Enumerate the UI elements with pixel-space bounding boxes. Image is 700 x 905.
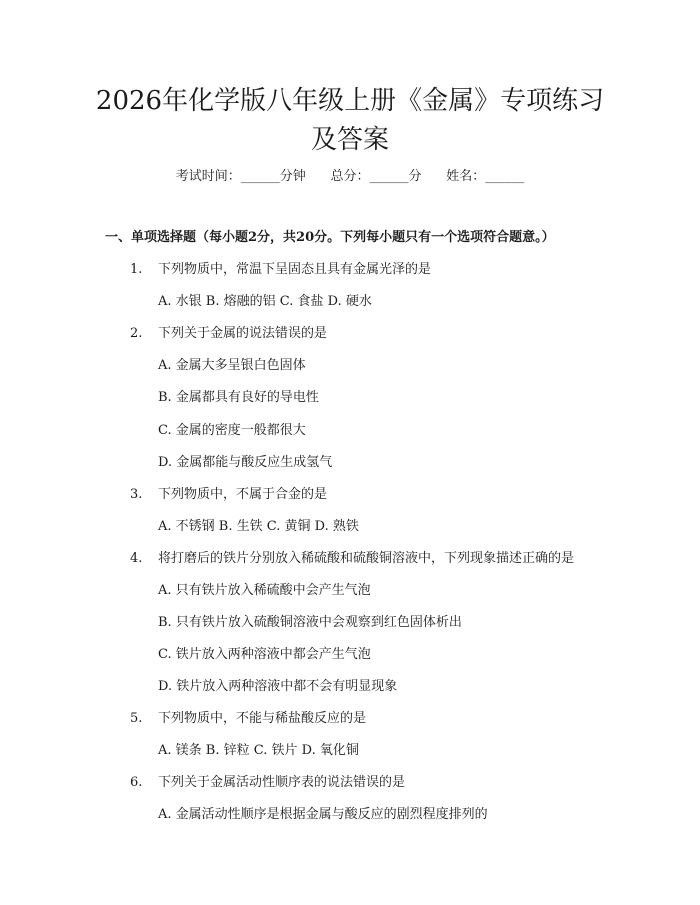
question-number: 6. [130,775,143,790]
option-c: C. 金属的密度一般都很大 [158,423,306,438]
question-number: 2. [130,326,143,341]
exam-info: 考试时间：______分钟 总分：______分 姓名：______ [175,169,525,184]
option-d: D. 金属都能与酸反应生成氢气 [158,455,333,470]
option-a: A. 金属活动性顺序是根据金属与酸反应的剧烈程度排列的 [158,807,488,822]
question-number: 3. [130,487,143,502]
section-heading: 一、单项选择题（每小题2分，共20分。下列每小题只有一个选项符合题意。） [105,230,555,245]
option-a: A. 只有铁片放入稀硫酸中会产生气泡 [158,583,371,598]
page-title-line-2: 及答案 [310,125,389,155]
question-number: 4. [130,551,143,566]
question-text: 下列物质中，不能与稀盐酸反应的是 [158,711,367,726]
question-number: 5. [130,711,143,726]
question-text: 下列关于金属活动性顺序表的说法错误的是 [158,775,406,790]
question-text: 下列关于金属的说法错误的是 [158,326,328,341]
question-number: 1. [130,262,143,277]
question-text: 将打磨后的铁片分别放入稀硫酸和硫酸铜溶液中，下列现象描述正确的是 [158,551,575,566]
question-options: A. 水银 B. 熔融的铝 C. 食盐 D. 硬水 [158,294,372,309]
option-c: C. 铁片放入两种溶液中都会产生气泡 [158,647,371,662]
page-title-line-1: 2026年化学版八年级上册《金属》专项练习 [95,86,605,116]
question-text: 下列物质中，常温下呈固态且具有金属光泽的是 [158,262,432,277]
option-d: D. 铁片放入两种溶液中都不会有明显现象 [158,679,398,694]
option-b: B. 只有铁片放入硫酸铜溶液中会观察到红色固体析出 [158,615,462,630]
option-a: A. 金属大多呈银白色固体 [158,358,306,373]
option-b: B. 金属都具有良好的导电性 [158,390,319,405]
question-options: A. 镁条 B. 锌粒 C. 铁片 D. 氧化铜 [158,743,359,758]
question-text: 下列物质中，不属于合金的是 [158,487,328,502]
question-options: A. 不锈钢 B. 生铁 C. 黄铜 D. 熟铁 [158,519,359,534]
